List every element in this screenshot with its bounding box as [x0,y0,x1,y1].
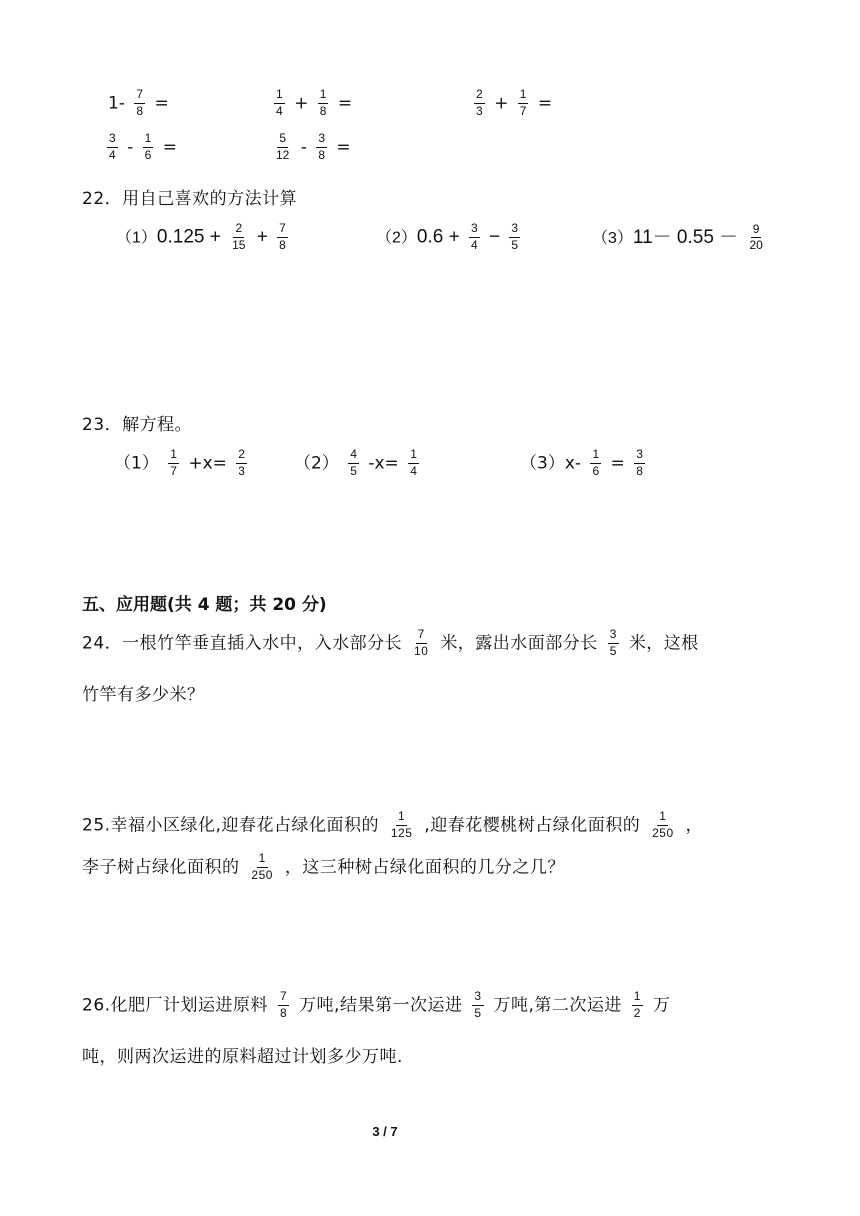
q22-part-2: （2）0.6 + $\frac{3}{4}$ − $\frac{3}{5}$ [376,221,519,252]
fraction: $\frac{3}{4}$ [109,131,116,162]
fraction: $\frac{1}{4}$ [410,447,417,478]
q22-part-1: （1）0.125 + $\frac{2}{15}$ + $\frac{7}{8}$ [116,221,286,252]
fraction: $\frac{5}{12}$ [276,131,290,162]
fraction: $\frac{2}{3}$ [476,87,483,118]
question-26-line2: 吨，则两次运进的原料超过计划多少万吨. [82,1047,403,1067]
fraction: $\frac{1}{6}$ [592,447,600,478]
question-25: 25.幸福小区绿化,迎春花占绿化面积的 $\frac{1}{125}$ ,迎春花樱桃树占绿化面积的 $\frac{1}{250}$ ， [82,809,704,840]
fraction: $\frac{1}{4}$ [276,87,283,118]
fraction: $\frac{1}{250}$ [652,809,674,840]
q23-part-3: （3）x- $\frac{1}{6}$ = $\frac{3}{8}$ [520,447,643,478]
calc-r2c1: $\frac{3}{4}$ - $\frac{1}{6}$ = [109,131,177,162]
question-24: 24．一根竹竿垂直插入水中，入水部分长 $\frac{7}{10}$ 米，露出水面部分长 $\frac{3}{5}$ 米，这根 [82,627,699,658]
calc-r2c2: $\frac{5}{12}$ - $\frac{3}{8}$ = [276,131,351,162]
fraction: $\frac{7}{8}$ [136,87,144,118]
fraction: $\frac{3}{8}$ [636,447,643,478]
calc-r1c2: $\frac{1}{4}$ + $\frac{1}{8}$ = [276,87,353,118]
fraction: $\frac{1}{7}$ [519,87,527,118]
fraction: $\frac{9}{20}$ [749,221,763,253]
q23-part-1: （1） $\frac{1}{7}$ +x= $\frac{2}{3}$ [114,447,245,478]
fraction: $\frac{3}{8}$ [318,131,325,162]
page-number: 3 / 7 [372,1124,398,1139]
fraction: $\frac{1}{6}$ [144,131,152,162]
question-24-line2: 竹竿有多少米？ [82,685,205,705]
section-5-title: 五、应用题(共 4 题；共 20 分) [82,595,327,615]
fraction: $\frac{1}{7}$ [170,447,177,478]
fraction: $\frac{4}{5}$ [350,447,357,478]
fraction: $\frac{1}{125}$ [390,809,413,840]
fraction: $\frac{3}{5}$ [609,627,617,658]
fraction: $\frac{1}{2}$ [633,989,641,1020]
fraction: $\frac{7}{8}$ [279,989,288,1020]
calc-r1c1: 1- $\frac{7}{8}$ = [108,87,169,118]
fraction: $\frac{1}{250}$ [251,851,273,882]
question-23-title: 23．解方程。 [82,415,193,435]
fraction: $\frac{2}{15}$ [232,221,246,252]
fraction: $\frac{3}{5}$ [474,989,482,1020]
fraction: $\frac{3}{4}$ [471,221,478,252]
fraction: $\frac{7}{8}$ [279,221,286,252]
question-26: 26.化肥厂计划运进原料 $\frac{7}{8}$ 万吨,结果第一次运进 $\frac{3}{5}$ 万吨,第二次运进 $\frac{1}{2}$ 万 [82,989,671,1020]
q22-part-3: （3）11－ 0.55 － $\frac{9}{20}$ [592,221,763,253]
q23-part-2: （2） $\frac{4}{5}$ -x= $\frac{1}{4}$ [294,447,417,478]
question-25-line2: 李子树占绿化面积的 $\frac{1}{250}$ ，这三种树占绿化面积的几分之几？ [82,851,565,882]
fraction: $\frac{1}{8}$ [319,87,327,118]
fraction: $\frac{2}{3}$ [238,447,245,478]
calc-r1c3: $\frac{2}{3}$ + $\frac{1}{7}$ = [476,87,553,118]
question-22-title: 22．用自己喜欢的方法计算 [82,189,298,209]
fraction: $\frac{7}{10}$ [414,627,429,658]
fraction: $\frac{3}{5}$ [511,221,519,252]
